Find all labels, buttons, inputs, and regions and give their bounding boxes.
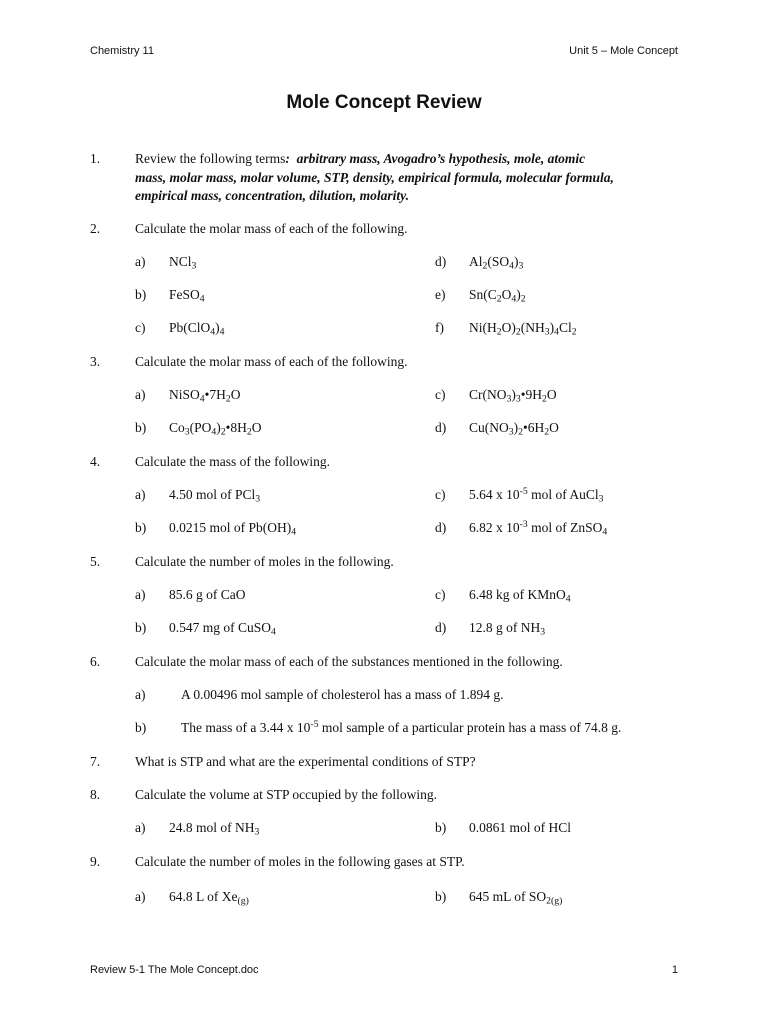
q6-item-a: A 0.00496 mol sample of cholesterol has a mass of 1.894 g. bbox=[181, 687, 504, 702]
q4-label-b: b) bbox=[135, 520, 147, 535]
q3-label-d: d) bbox=[435, 420, 447, 435]
q8-label-a: a) bbox=[135, 820, 146, 835]
page-title: Mole Concept Review bbox=[286, 92, 482, 113]
q7-number: 7. bbox=[90, 754, 101, 769]
q1-number: 1. bbox=[90, 151, 101, 166]
q5-number: 5. bbox=[90, 554, 101, 569]
q1-terms-line2: mass, molar mass, molar volume, STP, density, empirical formula, molecular formula, bbox=[135, 170, 614, 185]
q8-label-b: b) bbox=[435, 820, 447, 835]
q3-label-c: c) bbox=[435, 387, 446, 402]
header-unit: Unit 5 – Mole Concept bbox=[569, 45, 678, 57]
q1-text bbox=[135, 151, 585, 167]
q6-label-a: a) bbox=[135, 687, 146, 702]
q4-item-b: 0.0215 mol of $Pb(OH)_4$ bbox=[169, 520, 297, 538]
q2-item-c: $Pb(ClO_4)_4$ bbox=[169, 320, 225, 338]
q6-b-exponent: -5 bbox=[310, 719, 319, 731]
q4-label-d: d) bbox=[435, 520, 447, 535]
q5-label-c: c) bbox=[435, 587, 446, 602]
q6-b-post: mol sample of a particular protein has a mass of 74.8 g. bbox=[318, 720, 622, 735]
q2-label-b: b) bbox=[135, 287, 147, 302]
q2-item-b: FeSO$_4$ bbox=[169, 287, 205, 305]
q2-item-d: $Al_2(SO_4)_3$ bbox=[469, 254, 524, 272]
q1-terms-line1: arbitrary mass, Avogadro’s hypothesis, mole, atomic bbox=[296, 151, 586, 166]
q9-label-a: a) bbox=[135, 889, 146, 904]
q2-label-f: f) bbox=[435, 320, 444, 335]
q9-label-b: b) bbox=[435, 889, 447, 904]
q5-item-b: 0.547 mg of CuSO$_4$ bbox=[169, 620, 276, 638]
q3-item-d: $Cu(NO_3)_2•6H_2O$ bbox=[469, 420, 559, 438]
q9-item-b: 645 mL of $SO_{2(g)}$ bbox=[469, 889, 563, 907]
q8-item-b: 0.0861 mol of HCl bbox=[469, 820, 572, 835]
q6-label-b: b) bbox=[135, 720, 147, 735]
q9-text: Calculate the number of moles in the following gases at STP. bbox=[135, 854, 465, 869]
q2-label-d: d) bbox=[435, 254, 447, 269]
q3-text: Calculate the molar mass of each of the following. bbox=[135, 354, 408, 369]
q3-item-a: $NiSO_4•7H_2O$ bbox=[169, 387, 241, 405]
q4-item-c: 5.64 x $10^{-5}$ mol of AuCl$_3$ bbox=[469, 486, 604, 505]
q2-text: Calculate the molar mass of each of the following. bbox=[135, 221, 408, 236]
q2-number: 2. bbox=[90, 221, 101, 236]
q1-intro: Review the following terms bbox=[135, 151, 286, 166]
q5-text: Calculate the number of moles in the following. bbox=[135, 554, 394, 569]
q1-terms-line3: empirical mass, concentration, dilution, molarity. bbox=[135, 188, 410, 203]
q5-item-d: 12.8 g of $NH_3$ bbox=[469, 620, 546, 638]
q4-text: Calculate the mass of the following. bbox=[135, 454, 330, 469]
q8-number: 8. bbox=[90, 787, 101, 802]
q4-label-c: c) bbox=[435, 487, 446, 502]
q6-item-b bbox=[181, 720, 621, 736]
q4-item-d: 6.82 x $10^{-3}$ mol of ZnSO$_4$ bbox=[469, 519, 608, 538]
q1-colon: : bbox=[285, 151, 290, 166]
q8-text: Calculate the volume at STP occupied by the following. bbox=[135, 787, 438, 802]
q4-item-a: 4.50 mol of PCl$_3$ bbox=[169, 487, 261, 505]
footer-page-number: 1 bbox=[671, 964, 678, 976]
q8-item-a: 24.8 mol of $NH_3$ bbox=[169, 820, 260, 838]
q5-item-c: 6.48 kg of KMnO$_4$ bbox=[469, 587, 571, 605]
q2-item-f: $Ni(H_2O)_2(NH_3)_4Cl_2$ bbox=[469, 320, 577, 338]
q9-item-a: 64.8 L of $Xe_{(g)}$ bbox=[169, 889, 249, 907]
q3-label-a: a) bbox=[135, 387, 146, 402]
q4-number: 4. bbox=[90, 454, 101, 469]
q5-label-a: a) bbox=[135, 587, 146, 602]
q2-item-a: NCl$_3$ bbox=[169, 254, 197, 272]
q3-item-b: $Co_3(PO_4)_2•8H_2O$ bbox=[169, 420, 262, 438]
q6-b-pre: The mass of a 3.44 x 10 bbox=[181, 720, 311, 735]
q6-text: Calculate the molar mass of each of the substances mentioned in the following. bbox=[135, 654, 563, 669]
q9-number: 9. bbox=[90, 854, 101, 869]
q3-item-c: $Cr(NO_3)_3•9H_2O$ bbox=[469, 387, 557, 405]
header-course: Chemistry 11 bbox=[90, 45, 154, 57]
q5-label-d: d) bbox=[435, 620, 447, 635]
q2-label-c: c) bbox=[135, 320, 146, 335]
q2-item-e: $Sn(C_2O_4)_2$ bbox=[469, 287, 526, 305]
q7-text: What is STP and what are the experimental conditions of STP? bbox=[135, 754, 476, 769]
q2-label-a: a) bbox=[135, 254, 146, 269]
q5-item-a: 85.6 g of CaO bbox=[169, 587, 246, 602]
q2-label-e: e) bbox=[435, 287, 446, 302]
q3-label-b: b) bbox=[135, 420, 147, 435]
q4-label-a: a) bbox=[135, 487, 146, 502]
q5-label-b: b) bbox=[135, 620, 147, 635]
footer-filename: Review 5-1 The Mole Concept.doc bbox=[90, 964, 259, 976]
q6-number: 6. bbox=[90, 654, 101, 669]
q3-number: 3. bbox=[90, 354, 101, 369]
